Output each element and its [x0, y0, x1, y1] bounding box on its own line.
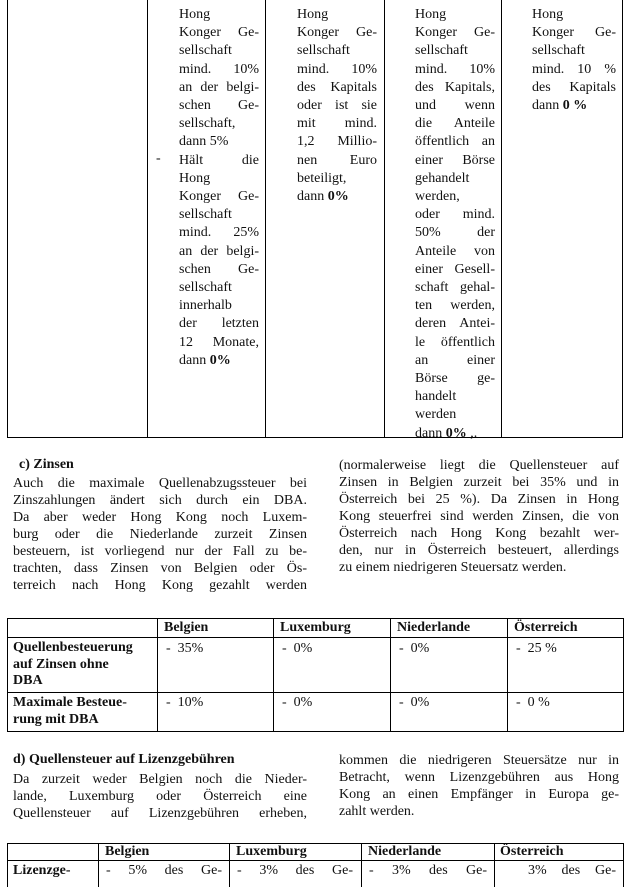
text-line: sellschaft: [297, 43, 350, 59]
interest-header-luxemburg: Luxemburg: [280, 620, 351, 635]
section-heading-lizenzgebuehren: d) Quellensteuer auf Lizenzgebühren: [13, 752, 235, 767]
paragraph-line: den, nur in Österreich besteuert, allerdings: [339, 543, 619, 558]
text-line: sellschaft: [532, 43, 585, 59]
section-d-right-paragraph: [339, 752, 619, 820]
text-line: deren Antei-: [415, 316, 495, 332]
text-line: beteiligt,: [297, 170, 347, 186]
license-header-luxemburg: Luxemburg: [236, 844, 307, 859]
text-line: 12 Monate,: [179, 334, 259, 350]
paragraph-line: (normalerweise liegt die Quellensteuer auf: [339, 458, 619, 473]
interest-row2-niederlande: - 0%: [399, 695, 430, 710]
paragraph-line: Österreich bei 25 %). Da Zinsen in Hong: [339, 492, 619, 507]
text-line: Hong: [179, 170, 211, 186]
interest-row1-oesterreich: - 25 %: [516, 641, 557, 656]
text-line: mind. 25%: [179, 225, 259, 241]
paragraph-line: Auch die maximale Quellenabzugssteuer bei: [13, 476, 307, 491]
interest-row2-belgien: - 10%: [166, 695, 204, 710]
text-line: die Anteile: [415, 116, 495, 132]
paragraph-line: Österreich nach Hong Kong bezahlt wer-: [339, 526, 619, 541]
text-line: dann 0 %: [532, 98, 588, 114]
license-row1-belgien: - 5% des Ge-: [106, 863, 222, 878]
text-line: schen Ge-: [179, 98, 259, 114]
top-table-col-oesterreich: [532, 6, 616, 115]
text-line: handelt: [415, 389, 457, 405]
text-line: sellschaft: [179, 207, 232, 223]
text-line: Hong: [179, 7, 211, 22]
paragraph-line: trachten, dass Zinsen von Belgien oder Ös-: [13, 561, 307, 576]
section-heading-zinsen: c) Zinsen: [19, 457, 74, 472]
text-line: schen Ge-: [179, 261, 259, 277]
interest-row1-belgien: - 35%: [166, 641, 204, 656]
interest-header-belgien: Belgien: [164, 620, 209, 635]
license-row1-oesterreich: 3% des Ge-: [528, 863, 616, 878]
text-line: dann 5%: [179, 134, 229, 150]
text-line: Hong: [532, 7, 564, 22]
text-line: oder ist sie: [297, 98, 377, 114]
text-line: mind. 10 %: [532, 61, 616, 77]
text-line: der letzten: [179, 316, 259, 332]
text-line: Konger Ge-: [179, 189, 259, 205]
paragraph-line: zu einem niedrigeren Steuersatz werden.: [339, 560, 567, 575]
text-line: Konger Ge-: [297, 25, 377, 41]
paragraph-line: zahlt werden.: [339, 804, 415, 819]
text-line: gehandelt: [415, 170, 470, 186]
top-table-col-luxemburg: [297, 6, 377, 206]
text-line: 50% der: [415, 225, 495, 241]
paragraph-line: Quellensteuer auf Lizenzgebühren erheben,: [13, 806, 307, 821]
text-line: mind. 10%: [297, 61, 377, 77]
text-line: einer Gesell-: [415, 261, 495, 277]
text-line: Konger Ge-: [532, 25, 616, 41]
license-row1-niederlande: - 3% des Ge-: [369, 863, 487, 878]
paragraph-line: besteuern, ist vorliegend nur der Fall zu be-: [13, 544, 307, 559]
interest-row2-luxemburg: - 0%: [282, 695, 313, 710]
section-c-right-paragraph: [339, 457, 619, 576]
text-line: werden,: [415, 189, 460, 205]
text-line: mind. 10%: [179, 61, 259, 77]
paragraph-line: kommen die niedrigeren Steuersätze nur in: [339, 753, 619, 768]
text-line: mind. 10%: [415, 61, 495, 77]
text-line: nen Euro: [297, 152, 377, 168]
paragraph-line: Da aber weder Hong Kong noch Luxem-: [13, 510, 307, 525]
license-row1-luxemburg: - 3% des Ge-: [237, 863, 353, 878]
text-line: Hält die: [179, 152, 259, 168]
interest-row1-label: Quellenbesteuerung auf Zinsen ohne DBA: [13, 640, 133, 688]
text-line: Konger Ge-: [179, 25, 259, 41]
text-line: an der belgi-: [179, 243, 259, 259]
text-line: dann 0%: [179, 352, 231, 368]
text-line: Hong: [297, 7, 329, 22]
text-line: 1,2 Millio-: [297, 134, 377, 150]
text-line: an einer: [415, 352, 495, 368]
license-row1-label: Lizenzge-: [13, 863, 71, 878]
text-line: sellschaft: [179, 280, 232, 296]
text-line: mit mind.: [297, 116, 377, 132]
text-line: sellschaft,: [179, 116, 236, 132]
top-table-col-belgien: [179, 6, 259, 370]
license-header-niederlande: Niederlande: [368, 844, 442, 859]
text-line: dann 0% ,.: [415, 425, 478, 441]
paragraph-line: Kong steuerfrei sind werden Zinsen, die von: [339, 509, 619, 524]
text-line: des Kapitals: [297, 79, 377, 95]
interest-row2-label: Maximale Besteue- rung mit DBA: [13, 695, 127, 727]
text-line: le öffentlich: [415, 334, 495, 350]
text-line: des Kapitals,: [415, 79, 495, 95]
license-header-belgien: Belgien: [105, 844, 150, 859]
text-line: innerhalb: [179, 298, 232, 314]
text-line: einer Börse: [415, 152, 495, 168]
text-line: oder mind.: [415, 207, 495, 223]
list-dash: -: [156, 151, 161, 166]
interest-header-niederlande: Niederlande: [397, 620, 471, 635]
license-header-oesterreich: Österreich: [500, 844, 564, 859]
text-line: werden: [415, 407, 457, 423]
paragraph-line: Da zurzeit weder Belgien noch die Nieder-: [13, 772, 307, 787]
text-line: Börse ge-: [415, 371, 495, 387]
text-line: dann 0%: [297, 189, 349, 205]
top-table-col-niederlande: [415, 6, 495, 443]
paragraph-line: terreich nach Hong Kong gezahlt werden: [13, 578, 307, 593]
paragraph-line: Zinszahlungen ändert sich durch ein DBA.: [13, 493, 307, 508]
section-c-left-paragraph: [13, 475, 307, 594]
text-line: Konger Ge-: [415, 25, 495, 41]
interest-row1-luxemburg: - 0%: [282, 641, 313, 656]
text-line: des Kapitals: [532, 79, 616, 95]
paragraph-line: Kong an einen Empfänger in Europa ge-: [339, 787, 619, 802]
section-d-left-paragraph: [13, 771, 307, 822]
text-line: öffentlich an: [415, 134, 495, 150]
paragraph-line: burg oder die Niederlande zurzeit Zinsen: [13, 527, 307, 542]
text-line: schaft gehal-: [415, 280, 495, 296]
text-line: sellschaft: [179, 43, 232, 59]
interest-header-oesterreich: Österreich: [514, 620, 578, 635]
interest-row2-oesterreich: - 0 %: [516, 695, 550, 710]
interest-row1-niederlande: - 0%: [399, 641, 430, 656]
text-line: Anteile von: [415, 243, 495, 259]
text-line: ten werden,: [415, 298, 495, 314]
paragraph-line: Zinsen in Belgien zurzeit bei 35% und in: [339, 475, 619, 490]
text-line: an der belgi-: [179, 79, 259, 95]
text-line: sellschaft: [415, 43, 468, 59]
text-line: und wenn: [415, 98, 495, 114]
text-line: Hong: [415, 7, 447, 22]
paragraph-line: lande, Luxemburg oder Österreich eine: [13, 789, 307, 804]
paragraph-line: Betracht, wenn Lizenzgebühren aus Hong: [339, 770, 619, 785]
